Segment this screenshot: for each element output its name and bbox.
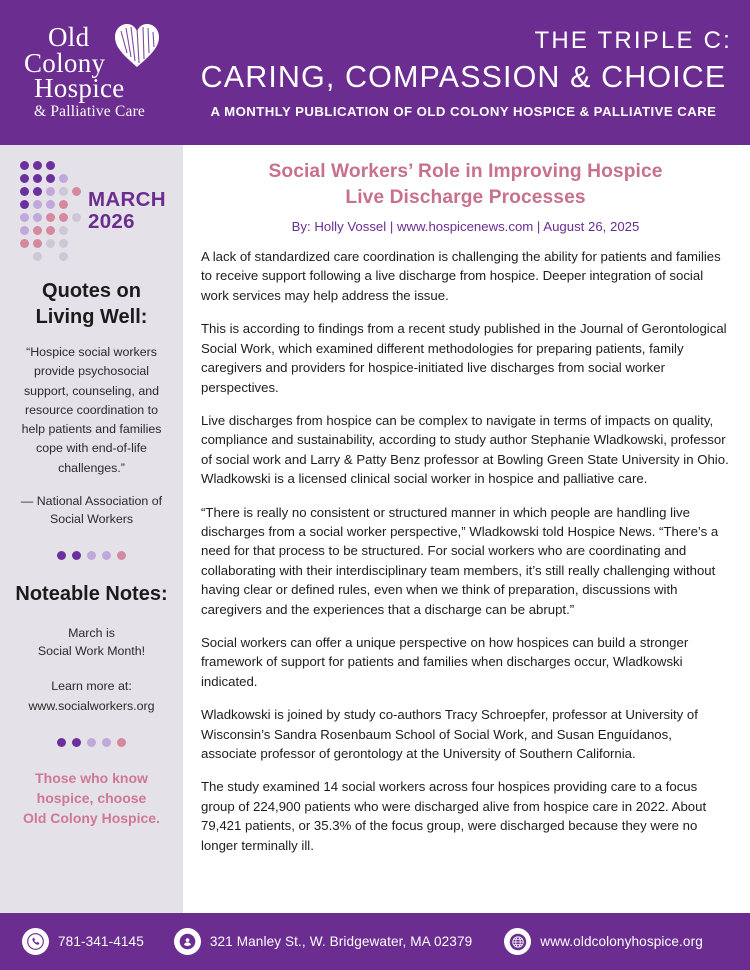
dot-separator: [57, 551, 126, 560]
page-footer: [0, 913, 750, 970]
grid-dot: [72, 239, 81, 248]
grid-dot: [59, 239, 68, 248]
grid-dot: [72, 252, 81, 261]
masthead-subtitle: A MONTHLY PUBLICATION OF OLD COLONY HOSPICE & PALLIATIVE CARE: [210, 103, 717, 119]
separator-dot: [102, 738, 111, 747]
grid-dot: [46, 239, 55, 248]
article-paragraph: Social workers can offer a unique perspective on how hospices can build a stronger framework of support for patients and families when discharges occur, Wladkowski indicated.: [201, 634, 689, 689]
dot-separator: [57, 738, 126, 747]
grid-dot: [46, 213, 55, 222]
grid-dot: [33, 239, 42, 248]
sidebar-quote-attribution: — National Association of Social Workers: [20, 493, 163, 527]
grid-dot: [20, 161, 29, 170]
grid-dot: [33, 187, 42, 196]
quotes-heading-line-1: Quotes on: [42, 280, 141, 302]
article-paragraph: A lack of standardized care coordination is challenging the ability for patients and families to receive support following a live discharge from hospice. Deeper integration of social work services may help address the issue.: [201, 249, 721, 303]
grid-dot: [46, 252, 55, 261]
grid-dot: [72, 174, 81, 183]
grid-dot: [33, 226, 42, 235]
footer-website[interactable]: [504, 928, 703, 955]
grid-dot: [59, 187, 68, 196]
grid-dot: [20, 187, 29, 196]
article-headline: [201, 159, 730, 210]
sidebar-quote-text: “Hospice social workers provide psychosocial support, counseling, and resource coordination to help patients and families cope with end-of-life challenges.”: [21, 345, 162, 475]
notes-link[interactable]: www.socialworkers.org: [28, 698, 155, 713]
grid-dot: [59, 252, 68, 261]
grid-dot: [20, 200, 29, 209]
article-paragraphs: [201, 247, 730, 855]
grid-dot: [20, 239, 29, 248]
logo-line-3: Hospice: [34, 73, 125, 104]
quotes-heading-line-2: Living Well:: [35, 305, 148, 328]
notes-line-2: Social Work Month!: [37, 644, 146, 659]
grid-dot: [59, 174, 68, 183]
separator-dot: [72, 551, 81, 560]
grid-dot: [46, 174, 55, 183]
grid-dot: [72, 187, 81, 196]
article-paragraph: This is according to findings from a recent study published in the Journal of Gerontological Social Work, which examined different methodologies for preparing patients, family caregivers and providers for hospice-initiated live discharges from social worker perspectives.: [201, 321, 727, 395]
location-pin-icon: [174, 928, 201, 955]
page-header: [0, 0, 750, 145]
globe-icon: [504, 928, 531, 955]
grid-dot: [20, 252, 29, 261]
grid-dot: [46, 226, 55, 235]
grid-dot: [59, 200, 68, 209]
grid-dot: [59, 226, 68, 235]
article-paragraph: Wladkowski is joined by study co-authors Tracy Schroepfer, professor at University of Wisconsin’s Sandra Rosenbaum School of Social Work, and Susan Enguídanos, associate professor of gerontology at the University of Southern California.: [201, 707, 698, 761]
phone-icon: [22, 928, 49, 955]
headline-line-1: Social Workers’ Role in Improving Hospice: [268, 161, 663, 182]
logo-line-2: Colony: [24, 47, 106, 78]
separator-dot: [57, 551, 66, 560]
grid-dot: [72, 213, 81, 222]
grid-dot: [72, 226, 81, 235]
grid-dot: [33, 252, 42, 261]
quotes-heading: [36, 279, 148, 330]
grid-dot: [20, 226, 29, 235]
footer-address-text: 321 Manley St., W. Bridgewater, MA 02379: [209, 934, 473, 949]
separator-dot: [87, 738, 96, 747]
grid-dot: [33, 213, 42, 222]
grid-dot: [33, 161, 42, 170]
separator-dot: [117, 551, 126, 560]
grid-dot: [72, 200, 81, 209]
separator-dot: [87, 551, 96, 560]
footer-phone-text: 781-341-4145: [58, 934, 144, 949]
logo-line-1: Old: [48, 22, 90, 53]
notes-line-1: March is: [68, 625, 115, 640]
separator-dot: [57, 738, 66, 747]
grid-dot: [59, 213, 68, 222]
issue-year: 2026: [88, 210, 135, 233]
issue-date-block: [0, 159, 183, 263]
grid-dot: [20, 174, 29, 183]
masthead-title-block: [185, 27, 750, 119]
tagline-line-2: hospice, choose: [36, 789, 147, 806]
issue-date: [88, 189, 166, 233]
footer-address[interactable]: [174, 928, 472, 955]
sidebar-tagline: [7, 769, 176, 829]
article-byline: By: Holly Vossel | www.hospicenews.com | August 26, 2025: [291, 219, 640, 235]
sidebar: [0, 145, 183, 913]
grid-dot: [59, 161, 68, 170]
masthead-eyebrow: THE TRIPLE C:: [534, 26, 732, 54]
grid-dot: [33, 174, 42, 183]
grid-dot: [20, 213, 29, 222]
heart-icon: [113, 22, 161, 68]
separator-dot: [72, 738, 81, 747]
grid-dot: [72, 161, 81, 170]
separator-dot: [102, 551, 111, 560]
grid-dot: [46, 161, 55, 170]
page-title: CARING, COMPASSION & CHOICE: [200, 59, 727, 94]
notes-line-3: Learn more at:: [51, 679, 132, 694]
footer-website-text: www.oldcolonyhospice.org: [540, 934, 703, 949]
grid-dot: [46, 200, 55, 209]
decorative-dot-grid: [18, 159, 83, 263]
tagline-line-1: Those who know: [35, 769, 148, 786]
grid-dot: [33, 200, 42, 209]
article-paragraph: The study examined 14 social workers across four hospices providing care to a focus group of 224,900 patients who were discharged alive from hospice care in 2022. About 79,421 patients, or 35.3% of the focus group, were discharged because they were no longer terminally ill.: [201, 779, 707, 853]
article-body: [183, 145, 750, 913]
footer-phone[interactable]: [22, 928, 144, 955]
noteable-notes-heading: Noteable Notes:: [15, 582, 168, 605]
grid-dot: [46, 187, 55, 196]
issue-month: MARCH: [88, 187, 166, 211]
logo-line-4: & Palliative Care: [34, 103, 146, 121]
separator-dot: [117, 738, 126, 747]
article-paragraph: “There is really no consistent or structured manner in which people are handling live discharges from a social worker perspective,” Wladkowski told Hospice News. “There’s a need for that process to be structured. For social workers who are coordinating and collaborating with their interdisciplinary team members, it’s still really challenging without having clear or defined rules, even when we think of preparation, discussions with caregivers and the experiences that a discharge can be abrupt.”: [201, 504, 719, 617]
brand-logo: [0, 0, 185, 145]
headline-line-2: Live Discharge Processes: [345, 186, 586, 208]
article-paragraph: Live discharges from hospice can be complex to navigate in terms of impacts on quality, compliance and sustainability, according to study author Stephanie Wladkowski, professor of social work and Larry & Patty Benz professor at Bowling Green State University in Ohio. Wladkowski is a licensed clinical social worker in hospice and palliative care.: [201, 412, 729, 487]
tagline-line-3: Old Colony Hospice.: [23, 809, 160, 826]
